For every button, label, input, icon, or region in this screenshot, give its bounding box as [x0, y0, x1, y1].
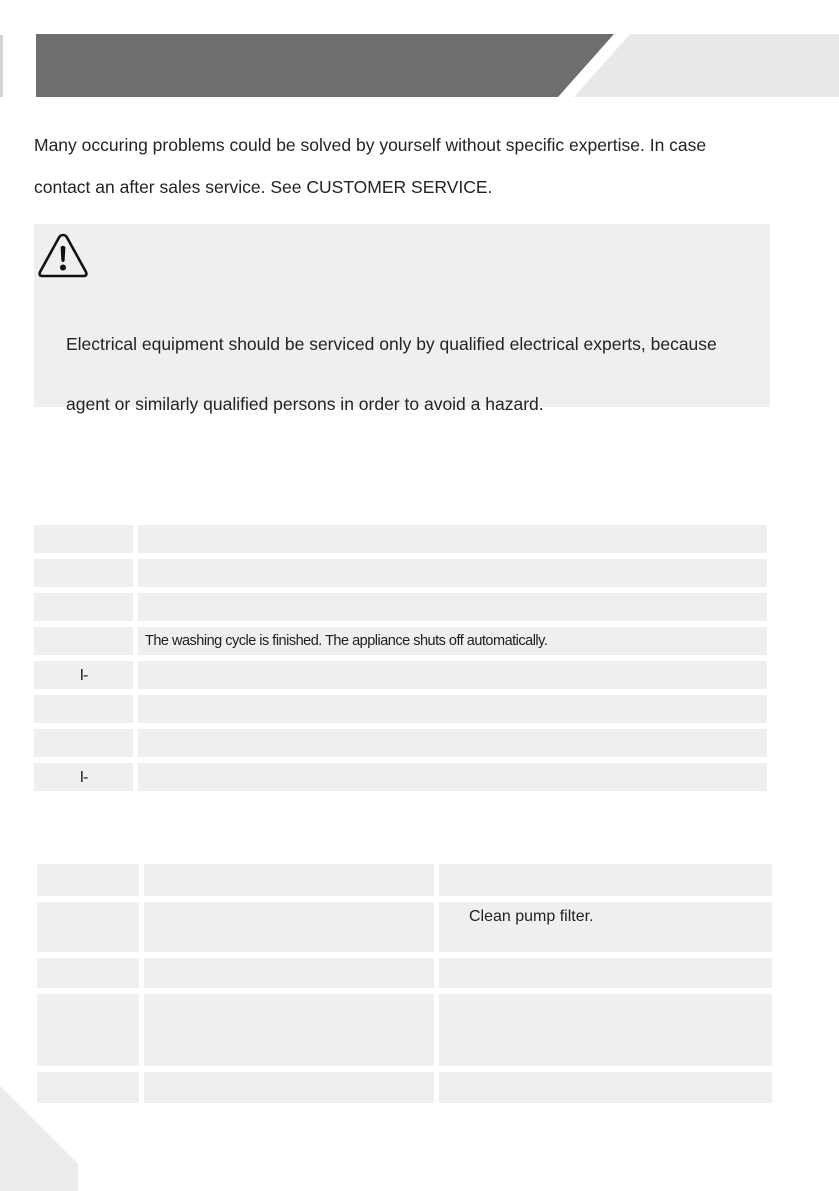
code-cell — [34, 525, 133, 553]
code-cell — [34, 559, 133, 587]
table-row — [34, 593, 767, 621]
section-header-tab — [574, 34, 839, 97]
warning-line-1: Electrical equipment should be serviced only by qualified electrical experts, because — [66, 334, 717, 354]
warning-triangle-icon — [37, 232, 89, 279]
code-cell — [34, 661, 133, 689]
cause-cell — [144, 1072, 434, 1103]
solution-cell: Clean pump filter. — [439, 902, 772, 952]
solution-cell — [439, 994, 772, 1066]
table-row — [34, 729, 767, 757]
table-header-row — [37, 864, 772, 896]
solution-cell — [439, 1072, 772, 1103]
page-corner-shape — [0, 1086, 80, 1191]
intro-line-1: Many occuring problems could be solved by yourself without specific expertise. In case — [34, 135, 707, 155]
cause-cell — [144, 902, 434, 952]
table-row — [34, 695, 767, 723]
left-edge-rule — [0, 35, 3, 97]
solution-cell — [439, 864, 772, 896]
problem-cell — [37, 864, 139, 896]
solution-cell — [439, 958, 772, 988]
table-row — [37, 902, 772, 952]
cause-cell — [144, 864, 434, 896]
problem-cell — [37, 958, 139, 988]
description-cell: The washing cycle is finished. The appliance shuts off automatically. — [138, 627, 767, 655]
display-codes-table — [34, 525, 767, 797]
table-row — [34, 763, 767, 791]
problem-cell — [37, 994, 139, 1066]
code-cell — [34, 593, 133, 621]
section-header-bar — [36, 34, 614, 97]
problem-cell — [37, 902, 139, 952]
table-row — [34, 559, 767, 587]
cause-cell — [144, 994, 434, 1066]
table-row — [37, 1072, 772, 1103]
description-cell — [138, 525, 767, 553]
code-cell — [34, 627, 133, 655]
troubleshooting-table — [37, 864, 772, 1109]
description-cell — [138, 559, 767, 587]
description-cell — [138, 695, 767, 723]
description-cell — [138, 661, 767, 689]
table-row — [37, 994, 772, 1066]
warning-text — [66, 314, 717, 434]
intro-line-2: contact an after sales service. See CUSTOMER SERVICE. — [34, 177, 493, 197]
code-cell — [34, 695, 133, 723]
description-cell — [138, 593, 767, 621]
warning-line-2: agent or similarly qualified persons in order to avoid a hazard. — [66, 394, 544, 414]
cause-cell — [144, 958, 434, 988]
warning-box — [34, 224, 770, 414]
table-row — [34, 661, 767, 689]
code-cell — [34, 763, 133, 791]
table-row — [37, 958, 772, 988]
description-cell — [138, 729, 767, 757]
code-cell — [34, 729, 133, 757]
table-row — [34, 627, 767, 655]
display-code-symbol: I- — [79, 768, 88, 786]
display-code-symbol: I- — [79, 666, 88, 684]
intro-paragraph — [34, 124, 794, 208]
table-row — [34, 525, 767, 553]
description-cell — [138, 763, 767, 791]
